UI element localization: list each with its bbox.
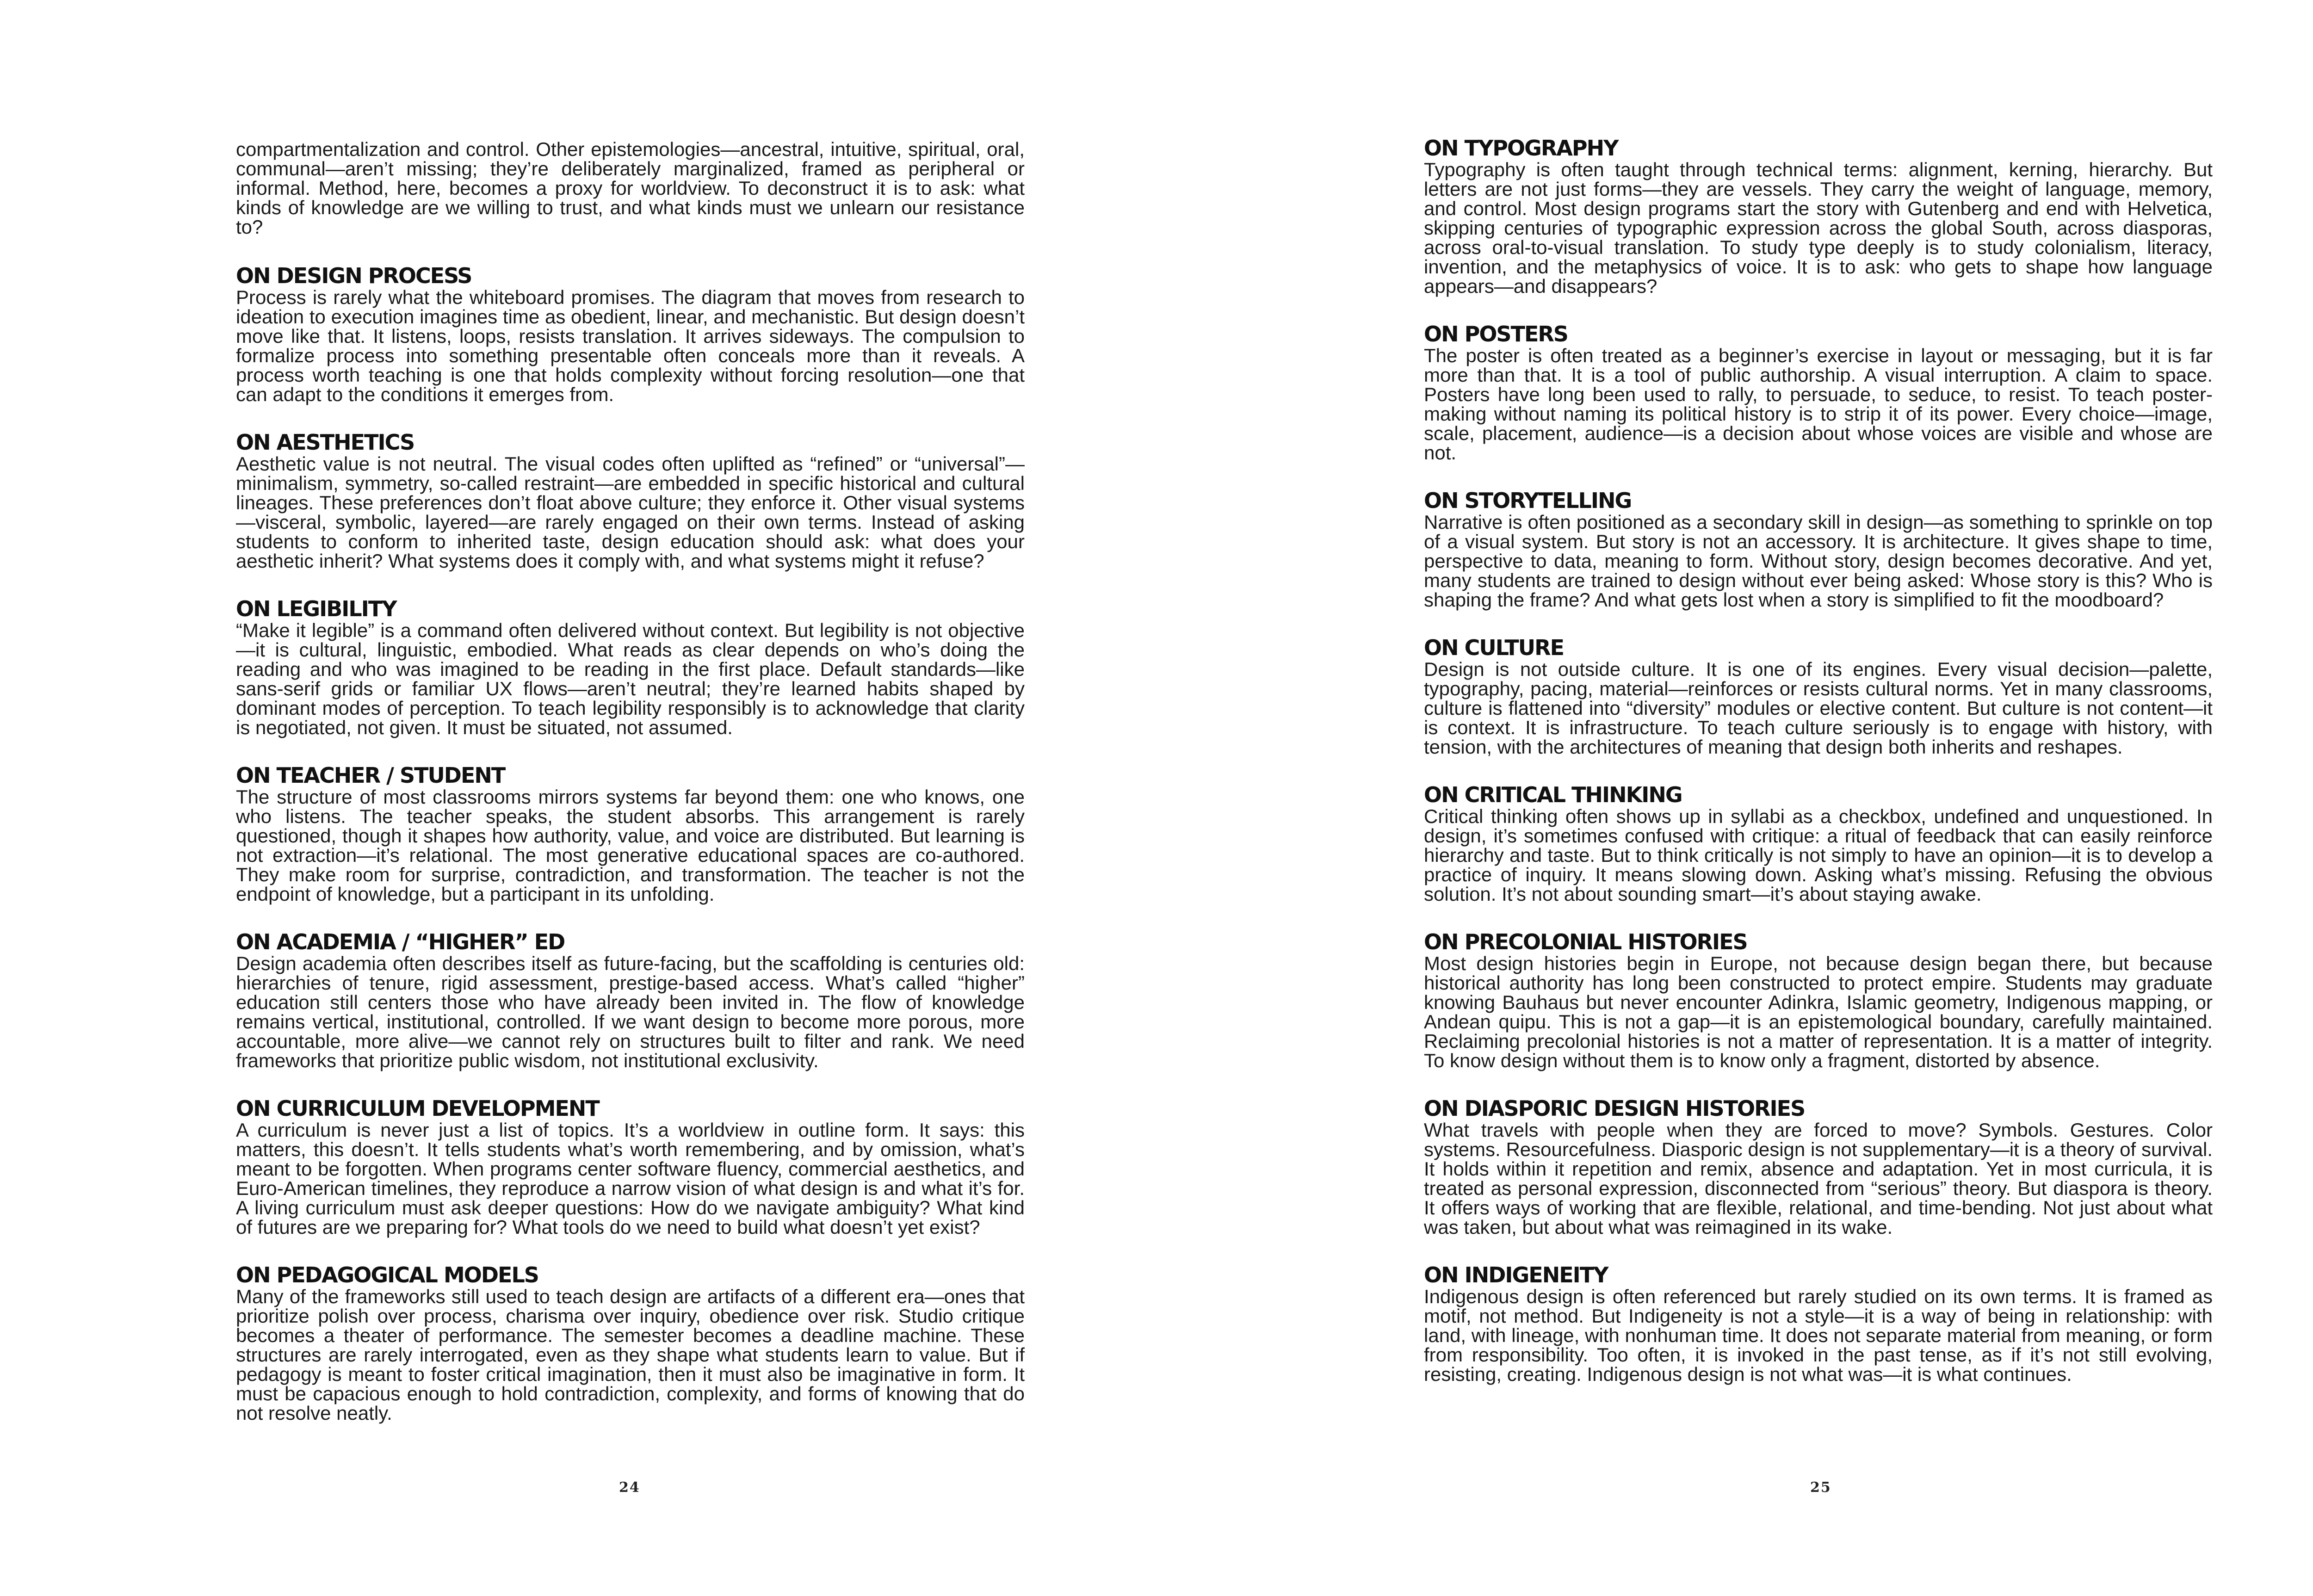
section-storytelling	[1424, 489, 2213, 610]
section-heading: ON LEGIBILITY	[236, 596, 396, 621]
section-critical-thinking	[1424, 784, 2213, 904]
section-heading: ON DESIGN PROCESS	[236, 263, 472, 288]
section-body: Critical thinking often shows up in syllabi as a checkbox, undefined and unquestioned. In design, it’s sometimes confused with critique: a ritual of feedback that can easily reinforce hierarchy and taste. But to think critically is not simply to have an opinion—it is to develop a practice of inquiry. It means slowing down. Asking what’s missing. Refusing the obvious solution. It’s not about sounding smart—it’s about staying awake.	[1424, 805, 2213, 905]
right-page-column	[1424, 137, 2213, 1411]
section-body: Many of the frameworks still used to teach design are artifacts of a different era—ones that prioritize polish over process, charisma over inquiry, obedience over risk. Studio critique becomes a theater of performance. The semester becomes a deadline machine. These structures are rarely interrogated, even as they shape what students learn to value. But if pedagogy is meant to foster critical imagination, then it must also be imaginative in form. It must be capacious enough to hold contradiction, complexity, and forms of knowing that do not resolve neatly.	[236, 1286, 1025, 1424]
section-heading: ON PEDAGOGICAL MODELS	[236, 1262, 538, 1287]
section-heading: ON CURRICULUM DEVELOPMENT	[236, 1096, 599, 1121]
section-heading: ON TYPOGRAPHY	[1424, 136, 1618, 161]
section-curriculum-development	[236, 1097, 1025, 1237]
section-body: The structure of most classrooms mirrors systems far beyond them: one who knows, one who listens. The teacher speaks, the student absorbs. This arrangement is rarely questioned, though it shapes how authority, value, and voice are distributed. But learning is not extraction—it’s relational. The most generative educational spaces are co-authored. They make room for surprise, contradiction, and transformation. The teacher is not the endpoint of knowledge, but a participant in its unfolding.	[236, 786, 1025, 905]
section-body: Design academia often describes itself as future-facing, but the scaffolding is centuries old: hierarchies of tenure, rigid assessment, prestige-based access. What’s called “higher” education still centers those who have already been invited in. The flow of knowledge remains vertical, institutional, controlled. If we want design to become more porous, more accountable, more alive—we cannot rely on structures built to filter and rank. We need frameworks that prioritize public wisdom, not institutional exclusivity.	[236, 953, 1025, 1071]
section-body: The poster is often treated as a beginner’s exercise in layout or messaging, but it is far more than that. It is a tool of public authorship. A visual interruption. A claim to space. Posters have long been used to rally, to persuade, to seduce, to resist. To teach poster-making without naming its political history is to strip it of its power. Every choice—image, scale, placement, audience—is a decision about whose voices are visible and whose are not.	[1424, 345, 2213, 464]
section-posters	[1424, 323, 2213, 463]
section-body: A curriculum is never just a list of topics. It’s a worldview in outline form. It says: this matters, this doesn’t. It tells students what’s worth remembering, and by omission, what’s meant to be forgotten. When programs center software fluency, commercial aesthetics, and Euro-American timelines, they reproduce a narrow vision of what design is and what it’s for. A living curriculum must ask deeper questions: How do we navigate ambiguity? What kind of futures are we preparing for? What tools do we need to build what doesn’t yet exist?	[236, 1119, 1025, 1238]
section-legibility	[236, 598, 1025, 737]
section-heading: ON AESTHETICS	[236, 430, 414, 455]
section-body: Indigenous design is often referenced but rarely studied on its own terms. It is framed as motif, not method. But Indigeneity is not a style—it is a way of being in relationship: with land, with lineage, with nonhuman time. It does not separate material from meaning, or form from responsibility. Too often, it is invoked in the past tense, as if it’s not still evolving, resisting, creating. Indigenous design is not what was—it is what continues.	[1424, 1286, 2213, 1385]
section-heading: ON POSTERS	[1424, 322, 1568, 346]
section-body: Most design histories begin in Europe, not because design began there, but because historical authority has long been constructed to protect empire. Students may graduate knowing Bauhaus but never encounter Adinkra, Islamic geometry, Indigenous mapping, or Andean quipu. This is not a gap—it is an epistemological boundary, carefully maintained. Reclaiming precolonial histories is not a matter of representation. It is a matter of integrity. To know design without them is to know only a fragment, distorted by absence.	[1424, 953, 2213, 1071]
section-heading: ON PRECOLONIAL HISTORIES	[1424, 929, 1747, 954]
section-heading: ON INDIGENEITY	[1424, 1262, 1608, 1287]
section-heading: ON STORYTELLING	[1424, 488, 1632, 513]
section-teacher-student	[236, 764, 1025, 904]
section-design-process	[236, 265, 1025, 404]
section-culture	[1424, 637, 2213, 757]
section-body: Process is rarely what the whiteboard promises. The diagram that moves from research to ideation to execution imagines time as obedient, linear, and mechanistic. But design doesn’t move like that. It listens, loops, resists translation. It arrives sideways. The compulsion to formalize process into something presentable often conceals more than it reveals. A process worth teaching is one that holds complexity without forcing resolution—one that can adapt to the conditions it emerges from.	[236, 286, 1025, 405]
section-heading: ON TEACHER / STUDENT	[236, 763, 505, 788]
section-body: Typography is often taught through technical terms: alignment, kerning, hierarchy. But letters are not just forms—they are vessels. They carry the weight of language, memory, and control. Most design programs start the story with Gutenberg and end with Helvetica, skipping centuries of typographic expression across the global South, across diasporas, across oral-to-visual translation. To study type deeply is to study colonialism, literacy, invention, and the metaphysics of voice. It is to ask: who gets to shape how language appears—and disappears?	[1424, 159, 2213, 297]
section-body: Design is not outside culture. It is one of its engines. Every visual decision—palette, typography, pacing, material—reinforces or resists cultural norms. Yet in many classrooms, culture is flattened into “diversity” modules or elective content. But culture is not content—it is context. It is infrastructure. To teach culture seriously is to engage with history, with tension, with the architectures of meaning that design both inherits and reshapes.	[1424, 658, 2213, 758]
section-precolonial-histories	[1424, 931, 2213, 1070]
section-indigeneity	[1424, 1264, 2213, 1384]
right-page	[1214, 0, 2313, 1596]
section-heading: ON DIASPORIC DESIGN HISTORIES	[1424, 1096, 1805, 1121]
page-number: 25	[1810, 1479, 1831, 1496]
section-heading: ON ACADEMIA / “HIGHER” ED	[236, 929, 565, 954]
section-typography	[1424, 137, 2213, 296]
section-body: “Make it legible” is a command often delivered without context. But legibility is not objective—it is cultural, linguistic, embodied. What reads as clear depends on who’s doing the reading and who was imagined to be reading in the first place. Default standards—like sans-serif grids or familiar UX flows—aren’t neutral; they’re learned habits shaped by dominant modes of perception. To teach legibility responsibly is to acknowledge that clarity is negotiated, not given. It must be situated, not assumed.	[236, 619, 1025, 738]
page-number: 24	[619, 1479, 640, 1496]
section-heading: ON CRITICAL THINKING	[1424, 782, 1682, 807]
section-heading: ON CULTURE	[1424, 635, 1564, 660]
section-body: Narrative is often positioned as a secondary skill in design—as something to sprinkle on top of a visual system. But story is not an accessory. It is architecture. It gives shape to time, perspective to data, meaning to form. Without story, design becomes decorative. And yet, many students are trained to design without ever being asked: Whose story is this? Who is shaping the frame? And what gets lost when a story is simplified to fit the moodboard?	[1424, 511, 2213, 611]
continued-paragraph: compartmentalization and control. Other epistemologies—ancestral, intuitive, spiritual, oral, communal—aren’t missing; they’re deliberately marginalized, framed as peripheral or informal. Method, here, becomes a proxy for worldview. To deconstruct it is to ask: what kinds of knowledge are we willing to trust, and what kinds must we unlearn our resistance to?	[236, 138, 1025, 238]
section-body: What travels with people when they are forced to move? Symbols. Gestures. Color systems. Resourcefulness. Diasporic design is not supplementary—it is a theory of survival. It holds within it repetition and remix, absence and adaptation. Yet in most curricula, it is treated as personal expression, disconnected from “serious” theory. But diaspora is theory. It offers ways of working that are flexible, relational, and time-bending. Not just about what was taken, but about what was reimagined in its wake.	[1424, 1119, 2213, 1238]
section-pedagogical-models	[236, 1264, 1025, 1423]
section-diasporic-design-histories	[1424, 1097, 2213, 1237]
section-body: Aesthetic value is not neutral. The visual codes often uplifted as “refined” or “universal”—minimalism, symmetry, so-called restraint—are embedded in specific historical and cultural lineages. These preferences don’t float above culture; they enforce it. Other visual systems—visceral, symbolic, layered—are rarely engaged on their own terms. Instead of asking students to conform to inherited taste, design education should ask: what does your aesthetic inherit? What systems does it comply with, and what systems might it refuse?	[236, 453, 1025, 572]
section-academia-higher-ed	[236, 931, 1025, 1070]
left-page-column	[236, 140, 1025, 1450]
section-aesthetics	[236, 431, 1025, 571]
